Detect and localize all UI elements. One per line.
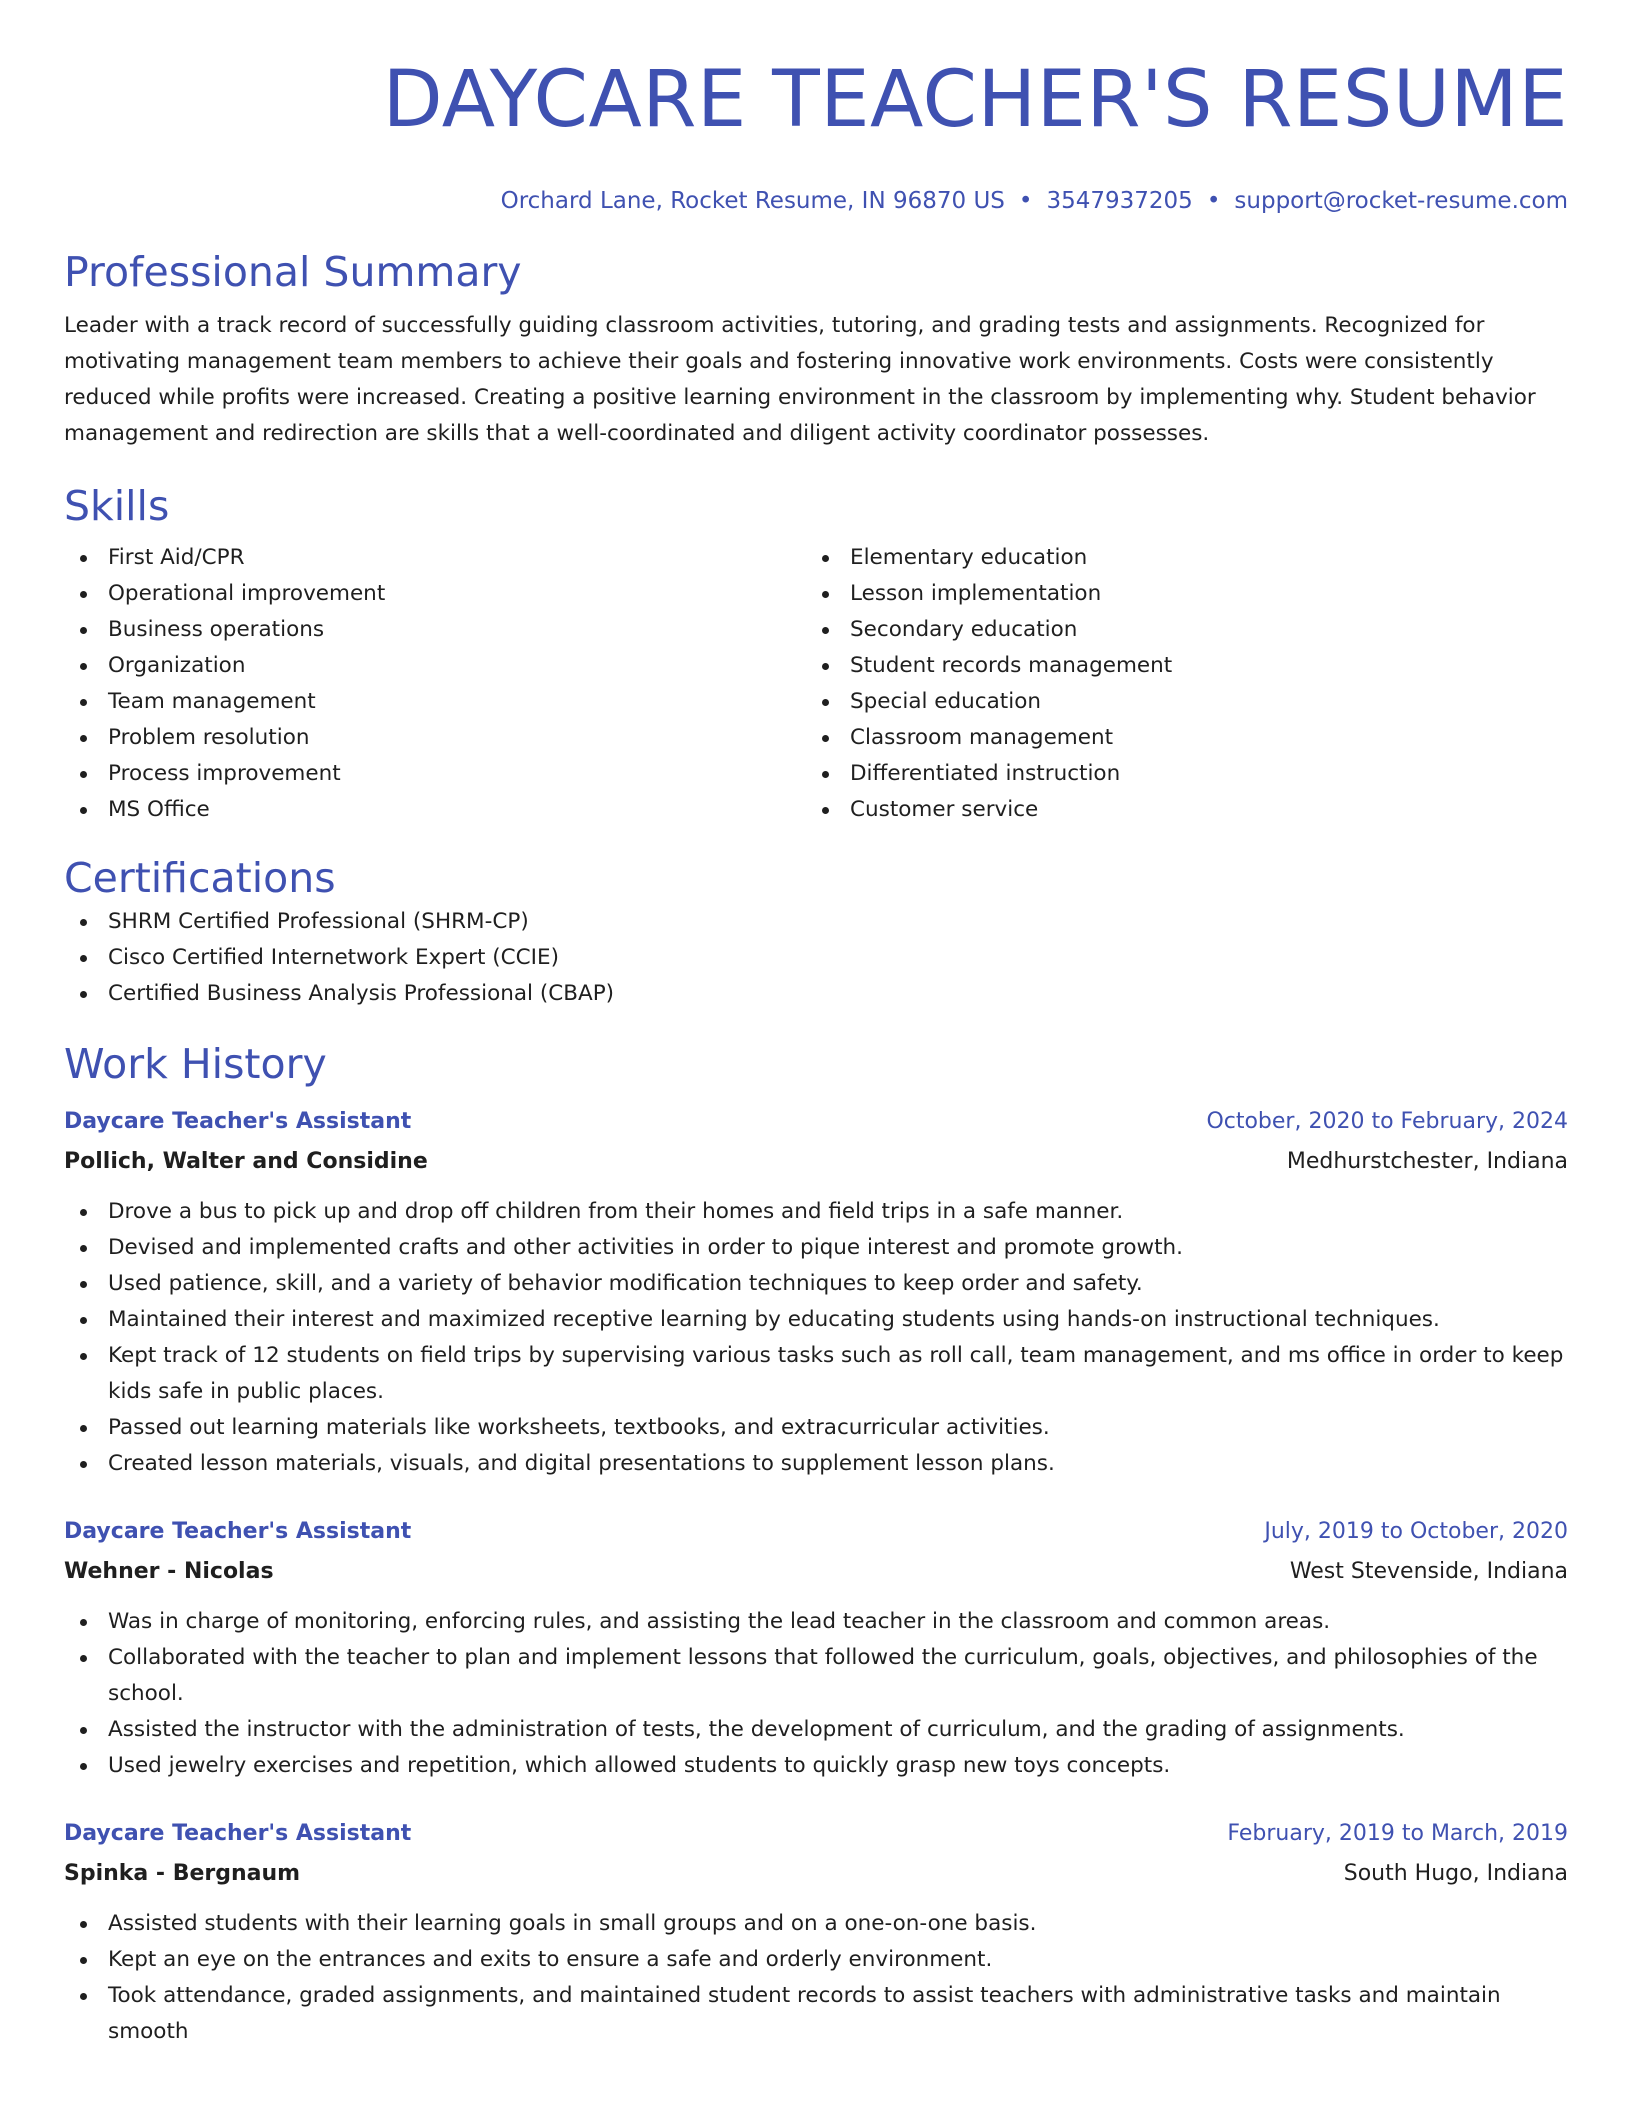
contact-address: Orchard Lane, Rocket Resume, IN 96870 US xyxy=(500,188,1005,214)
contact-separator: • xyxy=(1206,188,1221,214)
summary-heading: Professional Summary xyxy=(64,248,522,296)
job-duties xyxy=(64,1604,1568,1784)
work-history-section xyxy=(64,1038,1568,2050)
skill-item: Team management xyxy=(64,684,806,720)
job-company: Spinka - Bergnaum xyxy=(64,1861,301,1886)
certifications-section xyxy=(64,852,1568,1012)
resume-title: DAYCARE TEACHER'S RESUME xyxy=(382,55,1568,145)
skill-item: Problem resolution xyxy=(64,720,806,756)
job-duty: Took attendance, graded assignments, and maintained student records to assist teachers with administrative tasks and maintain smooth xyxy=(64,1978,1568,2050)
job-role: Daycare Teacher's Assistant xyxy=(64,1519,412,1544)
skill-item: Operational improvement xyxy=(64,576,806,612)
summary-section xyxy=(64,246,1568,452)
job-entry xyxy=(64,1104,1568,1482)
skill-item: Differentiated instruction xyxy=(806,756,1548,792)
job-location: South Hugo, Indiana xyxy=(1343,1861,1568,1886)
job-dates: February, 2019 to March, 2019 xyxy=(1227,1821,1568,1846)
skill-item: Customer service xyxy=(806,792,1548,828)
job-duty: Was in charge of monitoring, enforcing rules, and assisting the lead teacher in the classroom and common areas. xyxy=(64,1604,1568,1640)
skill-item: Elementary education xyxy=(806,540,1548,576)
skill-item: Classroom management xyxy=(806,720,1548,756)
job-company: Wehner - Nicolas xyxy=(64,1559,274,1584)
job-duty: Created lesson materials, visuals, and digital presentations to supplement lesson plans. xyxy=(64,1446,1568,1482)
certifications-list xyxy=(64,904,1568,1012)
skill-item: Secondary education xyxy=(806,612,1548,648)
certification-item: Cisco Certified Internetwork Expert (CCIE) xyxy=(64,940,1568,976)
work-history-heading: Work History xyxy=(64,1040,327,1088)
contact-email: support@rocket-resume.com xyxy=(1234,188,1568,214)
job-dates: October, 2020 to February, 2024 xyxy=(1206,1109,1568,1134)
job-location: West Stevenside, Indiana xyxy=(1289,1559,1568,1584)
resume-header xyxy=(64,52,1568,216)
certification-item: Certified Business Analysis Professional (CBAP) xyxy=(64,976,1568,1012)
job-duty: Used jewelry exercises and repetition, which allowed students to quickly grasp new toys concepts. xyxy=(64,1748,1568,1784)
job-duties xyxy=(64,1906,1568,2050)
job-duty: Drove a bus to pick up and drop off children from their homes and field trips in a safe manner. xyxy=(64,1194,1568,1230)
skill-item: Special education xyxy=(806,684,1548,720)
skills-list-left xyxy=(64,540,806,828)
job-dates: July, 2019 to October, 2020 xyxy=(1264,1519,1568,1544)
job-role: Daycare Teacher's Assistant xyxy=(64,1821,412,1846)
job-duty: Assisted the instructor with the administration of tests, the development of curriculum, and the grading of assignments. xyxy=(64,1712,1568,1748)
skills-list-right xyxy=(806,540,1548,828)
job-duty: Assisted students with their learning goals in small groups and on a one-on-one basis. xyxy=(64,1906,1568,1942)
job-duty: Kept track of 12 students on field trips by supervising various tasks such as roll call, team management, and ms office in order to keep kids safe in public places. xyxy=(64,1338,1568,1410)
skill-item: Business operations xyxy=(64,612,806,648)
contact-line xyxy=(64,186,1568,216)
job-role: Daycare Teacher's Assistant xyxy=(64,1109,412,1134)
skill-item: Lesson implementation xyxy=(806,576,1548,612)
certification-item: SHRM Certified Professional (SHRM-CP) xyxy=(64,904,1568,940)
skills-heading: Skills xyxy=(64,482,170,530)
job-location: Medhurstchester, Indiana xyxy=(1286,1149,1568,1174)
job-duty: Collaborated with the teacher to plan and implement lessons that followed the curriculum, goals, objectives, and philosophies of the school. xyxy=(64,1640,1568,1712)
skill-item: MS Office xyxy=(64,792,806,828)
job-company: Pollich, Walter and Considine xyxy=(64,1149,428,1174)
summary-text: Leader with a track record of successfully guiding classroom activities, tutoring, and grading tests and assignments. Recognized for motivating management team members to achieve their goals and fostering innovative work environments. Costs were consistently reduced while profits were increased. Creating a positive learning environment in the classroom by implementing why. Student behavior management and redirection are skills that a well-coordinated and diligent activity coordinator possesses. xyxy=(64,313,1536,446)
job-entry xyxy=(64,1514,1568,1784)
job-duty: Passed out learning materials like worksheets, textbooks, and extracurricular activities. xyxy=(64,1410,1568,1446)
skill-item: First Aid/CPR xyxy=(64,540,806,576)
skill-item: Organization xyxy=(64,648,806,684)
skills-section xyxy=(64,480,1568,828)
contact-phone: 3547937205 xyxy=(1046,188,1193,214)
job-duty: Used patience, skill, and a variety of behavior modification techniques to keep order and safety. xyxy=(64,1266,1568,1302)
job-entry xyxy=(64,1816,1568,2050)
skill-item: Student records management xyxy=(806,648,1548,684)
job-duties xyxy=(64,1194,1568,1482)
job-duty: Maintained their interest and maximized receptive learning by educating students using hands-on instructional techniques. xyxy=(64,1302,1568,1338)
certifications-heading: Certifications xyxy=(64,854,336,902)
contact-separator: • xyxy=(1018,188,1033,214)
job-duty: Kept an eye on the entrances and exits to ensure a safe and orderly environment. xyxy=(64,1942,1568,1978)
skills-columns xyxy=(64,540,1568,828)
skill-item: Process improvement xyxy=(64,756,806,792)
job-duty: Devised and implemented crafts and other activities in order to pique interest and promote growth. xyxy=(64,1230,1568,1266)
